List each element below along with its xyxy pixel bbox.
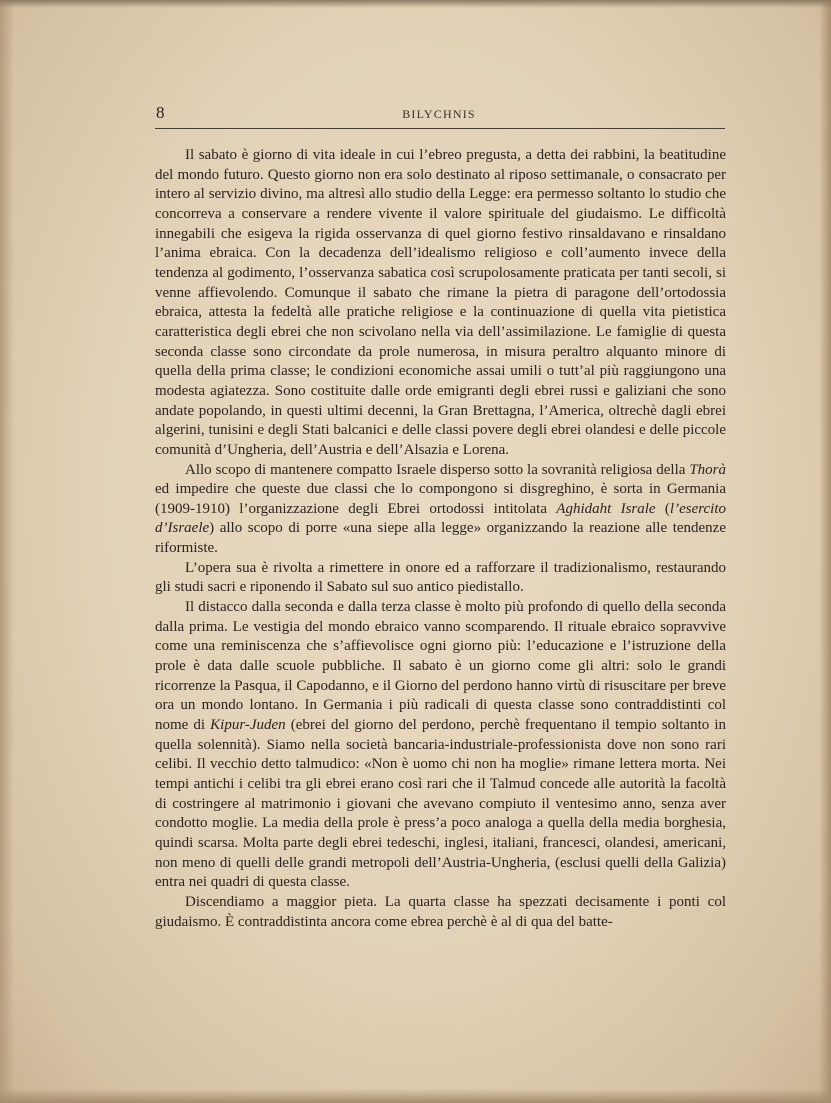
page-shadow-bottom: [0, 1089, 831, 1103]
text-run: (: [655, 500, 670, 517]
text-run: L’opera sua è rivolta a rimettere in onore ed a rafforzare il tradizionalismo, restaurando gli studi sacri e riponendo il Sabato sul suo antico piedistallo.: [155, 559, 726, 596]
paragraph: [155, 146, 726, 461]
italic-text: Thorà: [689, 461, 726, 478]
text-run: Il distacco dalla seconda e dalla terza classe è molto più profondo di quello della seconda dalla prima. Le vestigia del mondo ebraico vanno scomparendo. Il rituale ebraico sopravvive come una reminiscenza che s’affievolisce ogni giorno più: l’educazione e l’istruzione della prole è data dalle scuole pubbliche. Il sabato è un giorno come gli altri: solo le grandi ricorrenze la Pasqua, il Capodanno, e il Giorno del perdono hanno virtù di risuscitare per breve ora un mondo lontano. In Germania i più radicali di questa classe sono contraddistinti col nome di: [155, 599, 726, 734]
text-run: Il sabato è giorno di vita ideale in cui l’ebreo pregusta, a detta dei rabbini, la beatitudine del mondo futuro. Questo giorno non era solo destinato al riposo settimanale, o consacrato per intero al servizio divino, ma altresì allo studio della Legge: era permesso soltanto lo studio che concorreva a conservare a rendere vivente il valore spirituale del giudaismo. Le difficoltà innegabili che esigeva la rigida osservanza di quel giorno festivo rinsaldavano e rinsaldano l’anima ebraica. Con la decadenza dell’idealismo religioso e coll’aumento invece della tendenza al godimento, l’osservanza sabatica così scrupolosamente praticata per tanti secoli, si venne affievolendo. Comunque il sabato che rimane la pietra di paragone dell’ortodossia ebraica, attesta la fedeltà alle pratiche religiose e la continuazione di quella vita pietistica caratteristica degli ebrei che non scivolano nella via dell’assimilazione. Le famiglie di questa seconda classe sono circondate da prole numerosa, in misura peraltro alquanto minore di quella della prima classe; le condizioni economiche assai umili o tutt’al più raggiungono una modesta agiatezza. Sono costituite dalle orde emigranti degli ebrei russi e galiziani che sono andate popolando, in questi ultimi decenni, la Gran Brettagna, l’America, oltrechè dagli ebrei algerini, tunisini e degli Stati balcanici e delle classi povere degli ebrei olandesi e delle piccole comunità d’Ungheria, dell’Austria e dell’Alsazia e Lorena.: [155, 147, 726, 458]
text-run: Discendiamo a maggior pieta. La quarta classe ha spezzati decisamente i ponti col giudaismo. È contraddistinta ancora come ebrea perchè è al di qua del batte-: [155, 893, 726, 930]
page-shadow-left: [0, 0, 14, 1103]
header-rule: [155, 128, 725, 129]
page-shadow-top: [0, 0, 831, 8]
italic-text: l’esercito d’Israele: [155, 500, 727, 537]
text-run: ed impedire che queste due classi che lo compongono si disgreghino, è sorta in Germania (1909-1910) l’organizzazione degli Ebrei ortodossi intitolata: [155, 481, 726, 517]
body-text: [155, 146, 726, 932]
italic-text: Kipur-Juden: [210, 717, 286, 734]
paragraph: [155, 461, 726, 559]
text-run: ) allo scopo di porre «una siepe alla legge» organizzando la reazione alle tendenze riformiste.: [155, 520, 726, 557]
text-run: Allo scopo di mantenere compatto Israele disperso sotto la sovranità religiosa della: [185, 461, 690, 478]
paragraph: [155, 559, 726, 598]
page-number: 8: [156, 103, 165, 122]
paragraph: [155, 598, 726, 893]
running-title: BILYCHNIS: [402, 107, 476, 121]
italic-text: Aghidaht Israle: [556, 500, 656, 517]
text-run: (ebrei del giorno del perdono, perchè frequentano il tempio soltanto in quella solennità). Siamo nella società bancaria-industriale-professionista dove non sono rari celibi. Il vecchio detto talmudico: «Non è uomo chi non ha moglie» rimane lettera morta. Nei tempi antichi i celibi tra gli ebrei erano così rari che il Talmud concede alle autorità la facoltà di costringere al matrimonio i giovani che avevano compiuto il ventesimo anno, senza aver condotto moglie. La media della prole è press’a poco analoga a quella della media borghesia, quindi scarsa. Molta parte degli ebrei tedeschi, inglesi, italiani, francesci, olandesi, americani, non meno di quelli delle grandi metropoli dell’Austria-Ungheria, (esclusi quelli della Galizia) entra nei quadri di questa classe.: [155, 717, 726, 891]
paragraph: [155, 893, 726, 932]
page-header: [155, 103, 723, 127]
page-shadow-right: [819, 0, 831, 1103]
